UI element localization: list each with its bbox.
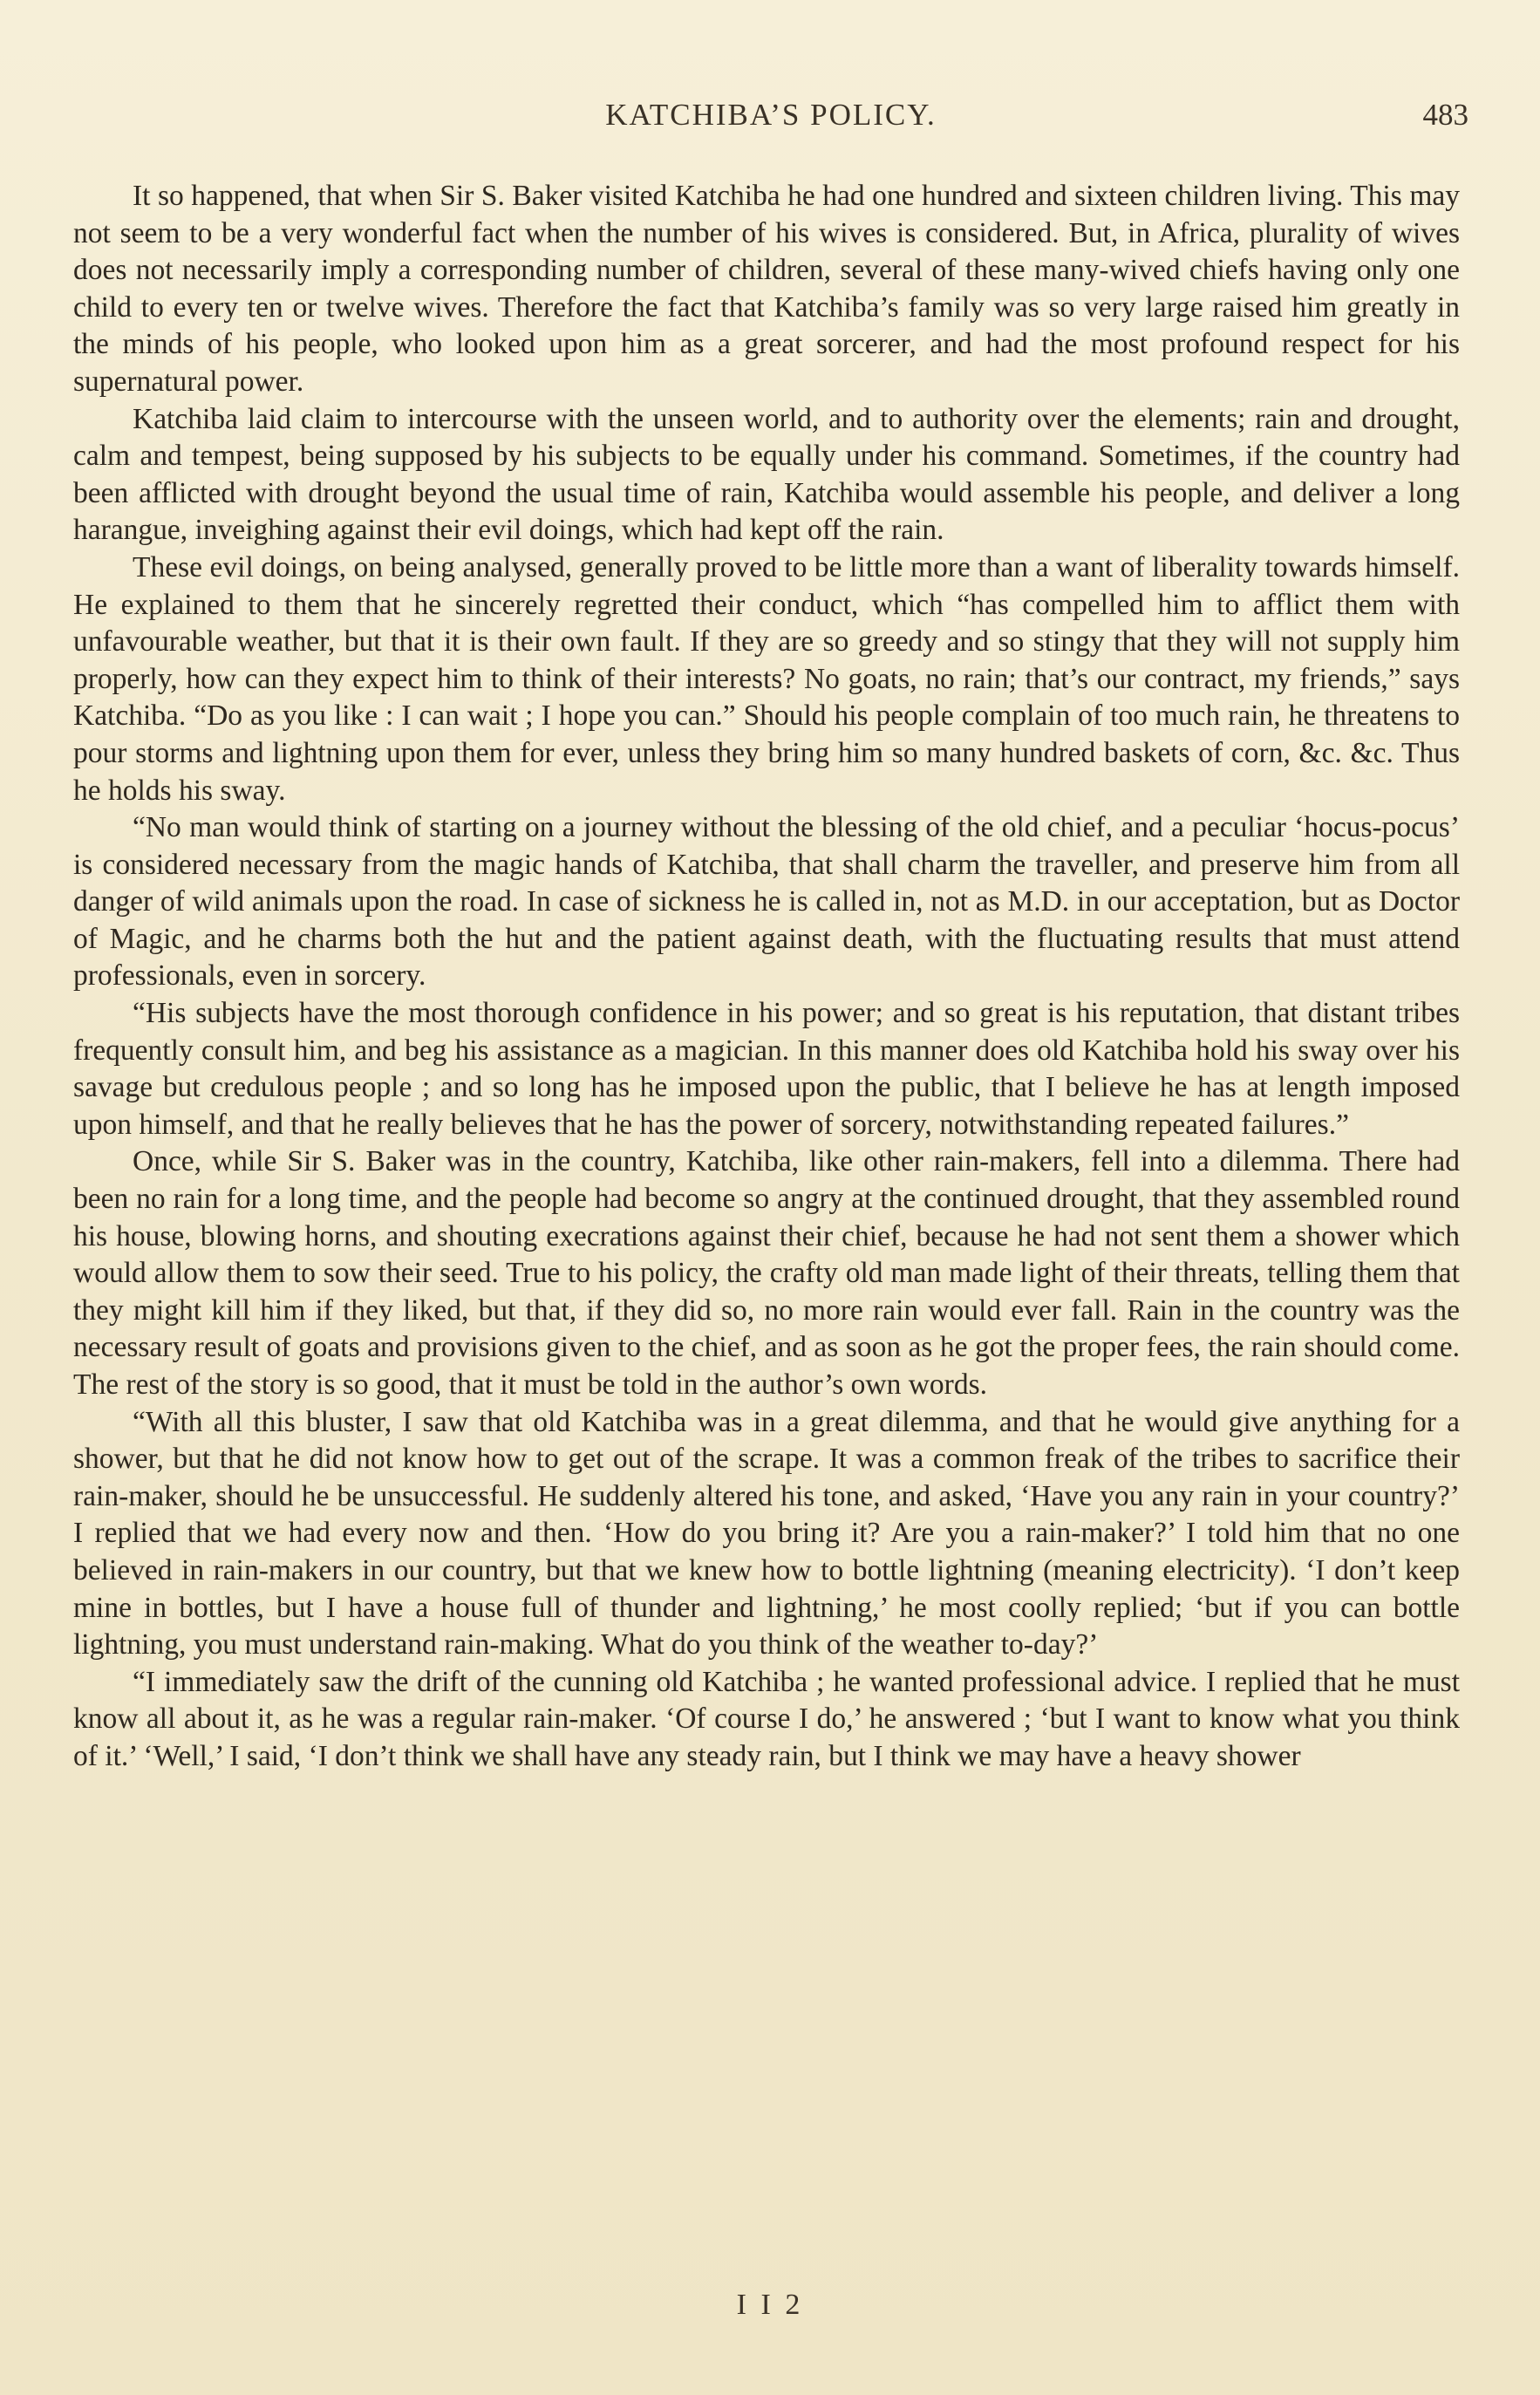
paragraph: Katchiba laid claim to intercourse with the unseen world, and to authority over the elements; rain and drought, calm and tempest, being supposed by his subjects to be equally under his command. Sometimes, if the country had been afflicted with drought beyond the usual time of rain, Katchiba would assemble his people, and deliver a long harangue, inveighing against their evil doings, which had kept off the rain. [73,402,1460,547]
paragraph: “I immediately saw the drift of the cunning old Katchiba ; he wanted professional advice. I replied that he must know all about it, as he was a regular rain-maker. ‘Of course I do,’ he answered ; ‘but I want to know what you think of it.’ ‘Well,’ I said, ‘I don’t think we shall have any steady rain, but I think we may have a heavy shower [73,1665,1460,1772]
page-header [73,98,1468,141]
body-text [73,178,1460,1776]
paragraph: “No man would think of starting on a journey without the blessing of the old chief, and a peculiar ‘hocus-pocus’ is considered necessary from the magic hands of Katchiba, that shall charm the traveller, and preserve him from all danger of wild animals upon the road. In case of sickness he is called in, not as M.D. in our acceptation, but as Doctor of Magic, and he charms both the hut and the patient against death, with the fluctuating results that must attend professionals, even in sorcery. [73,811,1460,993]
paragraph: It so happened, that when Sir S. Baker visited Katchiba he had one hundred and sixteen children living. This may not seem to be a very wonderful fact when the number of his wives is considered. But, in Africa, plurality of wives does not necessarily imply a corresponding number of children, several of these many-wived chiefs having only one child to every ten or twelve wives. Therefore the fact that Katchiba’s family was so very large raised him greatly in the minds of his people, who looked upon him as a great sorcerer, and had the most profound respect for his supernatural power. [73,180,1460,398]
signature-mark: I I 2 [736,2289,804,2321]
running-title: KATCHIBA’S POLICY. [605,98,937,132]
paragraph: “With all this bluster, I saw that old Katchiba was in a great dilemma, and that he would give anything for a shower, but that he did not know how to get out of the scrape. It was a common freak of the tribes to sacrifice their rain-maker, should he be unsuccessful. He suddenly altered his tone, and asked, ‘Have you any rain in your country?’ I replied that we had every now and then. ‘How do you bring it? Are you a rain-maker?’ I told him that no one believed in rain-makers in our country, but that we knew how to bottle lightning (meaning electricity). ‘I don’t keep mine in bottles, but I have a house full of thunder and lightning,’ he most coolly replied; ‘but if you can bottle lightning, you must understand rain-making. What do you think of the weather to-day?’ [73,1405,1460,1661]
paragraph: Once, while Sir S. Baker was in the country, Katchiba, like other rain-makers, fell into a dilemma. There had been no rain for a long time, and the people had become so angry at the continued drought, that they assembled round his house, blowing horns, and shouting execrations against their chief, because he had not sent them a shower which would allow them to sow their seed. True to his policy, the crafty old man made light of their threats, telling them that they might kill him if they liked, but that, if they did so, no more rain would ever fall. Rain in the country was the necessary result of goats and provisions given to the chief, and as soon as he got the proper fees, the rain should come. The rest of the story is so good, that it must be told in the author’s own words. [73,1145,1460,1401]
paragraph: “His subjects have the most thorough confidence in his power; and so great is his reputation, that distant tribes frequently consult him, and beg his assistance as a magician. In this manner does old Katchiba hold his sway over his savage but credulous people ; and so long has he imposed upon the public, that I believe he has at length imposed upon himself, and that he really believes that he has the power of sorcery, notwithstanding repeated failures.” [73,997,1460,1141]
page-number: 483 [1422,98,1468,132]
paragraph: These evil doings, on being analysed, generally proved to be little more than a want of liberality towards himself. He explained to them that he sincerely regretted their conduct, which “has compelled him to afflict them with unfavourable weather, but that it is their own fault. If they are so greedy and so stingy that they will not supply him properly, how can they expect him to think of their interests? No goats, no rain; that’s our contract, my friends,” says Katchiba. “Do as you like : I can wait ; I hope you can.” Should his people complain of too much rain, he threatens to pour storms and lightning upon them for ever, unless they bring him so many hundred baskets of corn, &c. &c. Thus he holds his sway. [73,550,1460,807]
